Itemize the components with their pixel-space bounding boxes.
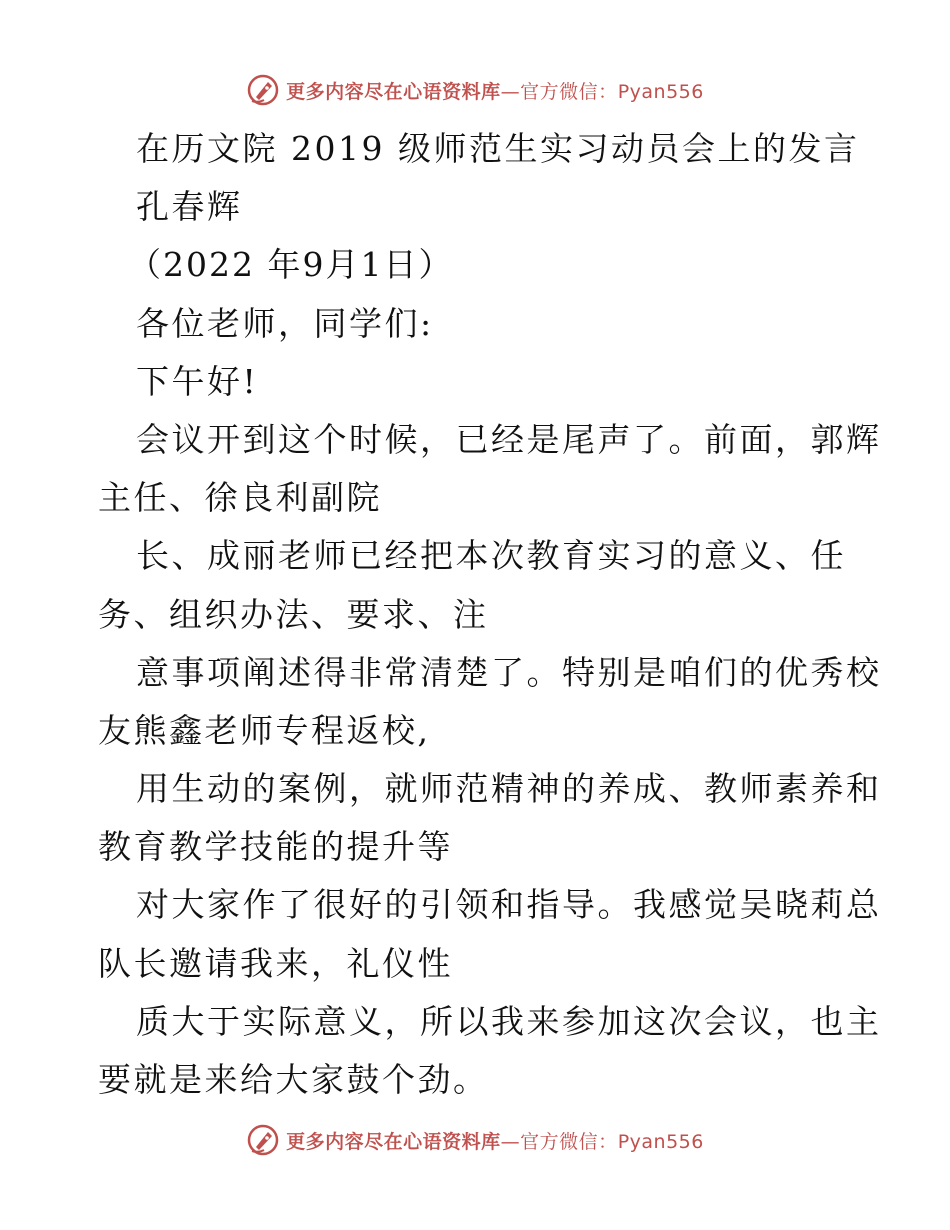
paragraph-line: 队长邀请我来，礼仪性 [98,943,453,983]
banner-brand: 更多内容尽在心语资料库 [286,1130,501,1153]
paragraph-line: 长、成丽老师已经把本次教育实习的意义、任 [136,536,846,576]
paragraph-line: 要就是来给大家鼓个劲。 [98,1060,489,1099]
banner-text [286,77,704,104]
document-date: （2022 年9月1日） [128,245,454,285]
banner-wechat-id: Pyan556 [617,80,704,103]
banner-wechat-id: Pyan556 [617,1130,704,1153]
paragraph-line: 教育教学技能的提升等 [98,827,453,867]
banner-brand: 更多内容尽在心语资料库 [286,80,501,103]
document-author: 孔春辉 [136,187,243,227]
document-title: 在历文院 2019 级师范生实习动员会上的发言 [136,129,860,168]
banner-wechat-label: 官方微信： [520,80,618,103]
pen-nib-logo-icon [246,1123,280,1157]
paragraph-line: 下午好! [136,361,259,401]
banner-separator: — [500,80,521,103]
paragraph-line: 质大于实际意义，所以我来参加这次会议，也主 [136,1001,882,1041]
paragraph-line: 主任、徐良利副院 [98,478,382,518]
paragraph-line: 会议开到这个时候，已经是尾声了。前面，郭辉 [136,419,882,459]
banner-separator: — [500,1130,521,1153]
paragraph-line: 各位老师，同学们: [136,303,434,343]
header-banner [0,70,950,110]
paragraph-line: 对大家作了很好的引领和指导。我感觉吴晓莉总 [136,885,882,925]
banner-text [286,1127,704,1154]
paragraph-line: 友熊鑫老师专程返校, [98,710,431,750]
paragraph-line: 务、组织办法、要求、注 [98,594,489,634]
document-paragraphs [98,295,882,1110]
document-body [98,120,882,1109]
banner-wechat-label: 官方微信： [520,1130,618,1153]
paragraph-line: 意事项阐述得非常清楚了。特别是咱们的优秀校 [136,652,882,692]
footer-banner [0,1120,950,1160]
paragraph-line: 用生动的案例，就师范精神的养成、教师素养和 [136,769,882,809]
pen-nib-logo-icon [246,73,280,107]
